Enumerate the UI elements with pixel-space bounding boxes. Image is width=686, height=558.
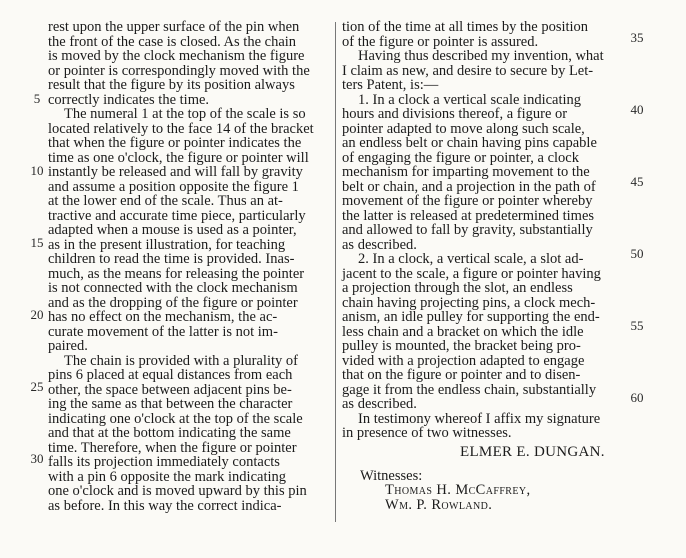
line-number: 20 bbox=[30, 307, 44, 322]
text-line: rest upon the upper surface of the pin when bbox=[48, 19, 300, 35]
text-line: as in the present illustration, for teaching bbox=[48, 236, 286, 253]
text-line: result that the figure by its position always bbox=[48, 77, 295, 93]
text-line: movement of the figure or pointer whereby bbox=[342, 193, 593, 209]
text-line: adapted when a mouse is used as a pointer, bbox=[48, 222, 297, 238]
text-line: the latter is released at predetermined times bbox=[342, 207, 595, 224]
text-line: that when the figure or pointer indicates the bbox=[48, 135, 302, 151]
text-line: time as one o'clock, the figure or pointer will bbox=[48, 149, 309, 166]
line-number: 5 bbox=[33, 91, 41, 106]
text-line: pulley is mounted, the bracket being pro- bbox=[342, 338, 581, 354]
text-line: other, the space between adjacent pins be- bbox=[48, 381, 292, 398]
text-line: time. Therefore, when the figure or pointer bbox=[48, 439, 297, 456]
text-line: mechanism for imparting movement to the bbox=[342, 164, 590, 180]
line-number: 40 bbox=[630, 102, 644, 117]
line-number: 60 bbox=[630, 390, 644, 405]
line-number: 15 bbox=[30, 235, 44, 250]
text-line: much, as the means for releasing the pointer bbox=[48, 265, 305, 282]
text-line: is not connected with the clock mechanism bbox=[48, 280, 298, 296]
text-line: the front of the case is closed. As the chain bbox=[48, 33, 297, 50]
text-line: less chain and a bracket on which the idle bbox=[342, 323, 584, 340]
text-line: instantly be released and will fall by gravity bbox=[48, 164, 303, 180]
text-line: at the lower end of the scale. Thus an at- bbox=[48, 193, 283, 209]
text-line: paired. bbox=[48, 338, 88, 354]
text-line: and allowed to fall by gravity, substantially bbox=[342, 222, 593, 238]
text-line: tractive and accurate time piece, particularly bbox=[48, 207, 306, 224]
text-line: in presence of two witnesses. bbox=[342, 425, 512, 441]
text-line: that on the figure or pointer and to disen- bbox=[342, 367, 581, 383]
text-line: 2. In a clock, a vertical scale, a slot ad- bbox=[358, 251, 584, 267]
text-line: chain having projecting pins, a clock mech- bbox=[342, 294, 596, 311]
text-line: children to read the time is provided. Inas- bbox=[48, 251, 295, 267]
text-line: pins 6 placed at equal distances from each bbox=[48, 367, 293, 383]
text-line: pointer adapted to move along such scale, bbox=[342, 120, 585, 137]
text-line: The numeral 1 at the top of the scale is so bbox=[64, 106, 306, 122]
text-line: or pointer is correspondingly moved with the bbox=[48, 62, 310, 79]
text-line: curate movement of the latter is not im- bbox=[48, 323, 278, 340]
text-line: The chain is provided with a plurality of bbox=[64, 352, 298, 369]
text-line: belt or chain, and a projection in the path of bbox=[342, 178, 596, 195]
text-line: with a pin 6 opposite the mark indicating bbox=[48, 468, 286, 485]
line-number: 45 bbox=[630, 174, 644, 189]
text-line: is moved by the clock mechanism the figure bbox=[48, 48, 305, 64]
text-line: I claim as new, and desire to secure by Let- bbox=[342, 62, 594, 79]
text-line: Having thus described my invention, what bbox=[358, 48, 604, 64]
line-number: 30 bbox=[30, 451, 44, 466]
text-line: ters Patent, is:— bbox=[342, 77, 439, 93]
text-line: and as the dropping of the figure or pointer bbox=[48, 294, 298, 311]
line-number: 10 bbox=[30, 163, 44, 178]
text-line: as before. In this way the correct indica- bbox=[48, 497, 282, 514]
text-line: correctly indicates the time. bbox=[48, 91, 210, 108]
line-number: 50 bbox=[630, 246, 644, 261]
text-line: anism, an idle pulley for supporting the end- bbox=[342, 309, 600, 325]
text-line: as described. bbox=[342, 236, 417, 253]
text-line: and assume a position opposite the figure 1 bbox=[48, 178, 299, 195]
text-line: has no effect on the mechanism, the ac- bbox=[48, 309, 278, 325]
text-line: In testimony whereof I affix my signature bbox=[358, 410, 601, 427]
text-line: as described. bbox=[342, 396, 417, 412]
text-line: vided with a projection adapted to engage bbox=[342, 352, 585, 369]
text-line: jacent to the scale, a figure or pointer having bbox=[342, 265, 601, 282]
witness-one: Thomas H. McCaffrey, bbox=[385, 482, 531, 498]
witness-two: Wm. P. Rowland. bbox=[385, 497, 493, 513]
line-number: 35 bbox=[630, 30, 644, 45]
text-line: gage it from the endless chain, substantially bbox=[342, 381, 597, 398]
text-line: a projection through the slot, an endless bbox=[342, 280, 573, 296]
column-divider bbox=[335, 22, 336, 522]
line-number: 25 bbox=[30, 379, 44, 394]
text-line: of engaging the figure or pointer, a clock bbox=[342, 149, 579, 166]
text-line: ing the same as that between the character bbox=[48, 396, 293, 412]
text-line: one o'clock and is moved upward by this pin bbox=[48, 483, 307, 499]
text-line: and that at the bottom indicating the same bbox=[48, 425, 291, 441]
text-line: an endless belt or chain having pins capable bbox=[342, 135, 597, 151]
text-line: 1. In a clock a vertical scale indicating bbox=[358, 91, 582, 108]
text-line: located relatively to the face 14 of the bracket bbox=[48, 120, 314, 137]
text-line: tion of the time at all times by the position bbox=[342, 19, 589, 35]
witnesses-label: Witnesses: bbox=[360, 468, 423, 484]
inventor-signature: ELMER E. DUNGAN. bbox=[460, 444, 605, 460]
text-line: indicating one o'clock at the top of the scale bbox=[48, 410, 303, 427]
text-line: falls its projection immediately contacts bbox=[48, 454, 280, 470]
line-number: 55 bbox=[630, 318, 644, 333]
text-line: of the figure or pointer is assured. bbox=[342, 33, 539, 50]
text-line: hours and divisions thereof, a figure or bbox=[342, 106, 568, 122]
